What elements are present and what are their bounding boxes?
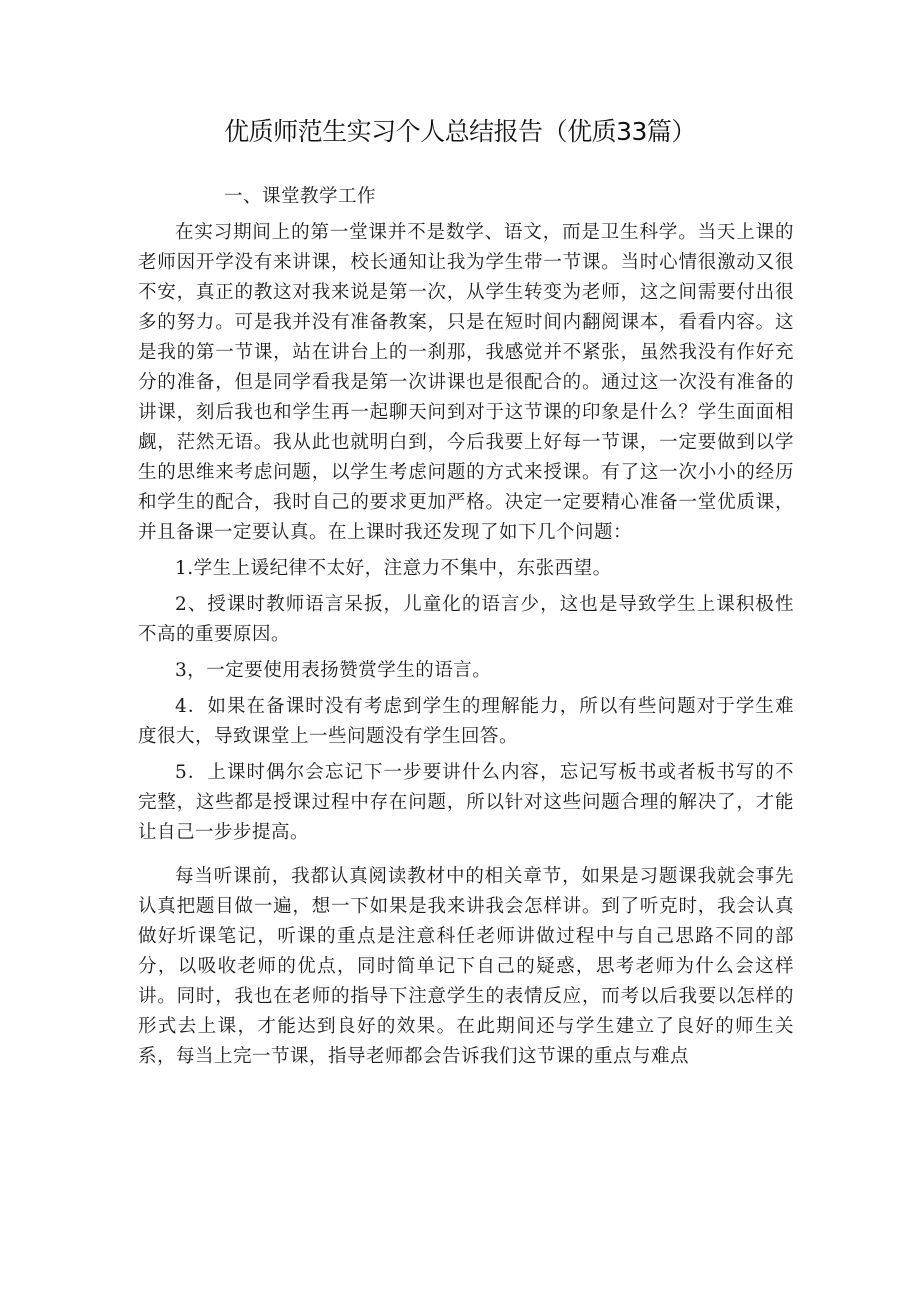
paragraph: 在实习期间上的第一堂课并不是数学、语文，而是卫生科学。当天上课的老师因开学没有来讲课，校长通知让我为学生带一节课。当时心情很激动又很不安，真正的教这对我来说是第一次，从学生转变为老师，这之间需要付出很多的努力。可是我并没有准备教案，只是在短时间内翻阅课本，看看内容。这是我的第一节课，站在讲台上的一刹那，我感觉并不紧张，虽然我没有作好充分的准备，但是同学看我是第一次讲课也是很配合的。通过这一次没有准备的讲课，刻后我也和学生再一起聊天问到对于这节课的印象是什么？学生面面相觑，茫然无语。我从此也就明白到，今后我要上好每一节课，一定要做到以学生的思维来考虑问题，以学生考虑问题的方式来授课。有了这一次小小的经历和学生的配合，我时自己的要求更加严格。决定一定要精心准备一堂优质课，并且备课一定要认真。在上课时我还发现了如下几个问题： [138,222,794,543]
list-item: 3，一定要使用表扬赞赏学生的语言。 [175,660,492,681]
list-item: 1.学生上谖纪律不太好，注意力不集中，东张西望。 [175,558,612,579]
list-item: 2、授课时教师语言呆扳，儿童化的语言少，这也是导致学生上课积极性不高的重要原因。 [138,594,794,645]
section-heading: 一、课堂教学工作 [224,186,377,207]
paragraph: 每当听课前，我都认真阅读教材中的相关章节，如果是习题课我就会事先认真把题目做一遍，想一下如果是我来讲我会怎样讲。到了听克时，我会认真做好圻课笔记，听课的重点是注意科任老师讲做过程中与自己思路不同的部分，以吸收老师的优点，同时简单记下自己的疑惑，思考老师为什么会这样讲。同时，我也在老师的指导下注意学生的表情反应，而考以后我要以怎样的形式去上课，才能达到良好的效果。在此期间还与学生建立了良好的师生关系，每当上完一节课，指导老师都会告诉我们这节课的重点与难点 [138,866,794,1067]
list-item: 5．上课时偶尔会忘记下一步要讲什么内容，忘记写板书或者板书写的不完整，这些都是授课过程中存在问题，所以针对这些问题合理的解决了，才能让自己一步步提高。 [138,762,794,843]
list-item: 4．如果在备课时没有考虑到学生的理解能力，所以有些问题对于学生难度很大，导致课堂上一些问题没有学生回答。 [138,696,794,747]
document-title: 优质师范生实习个人总结报告（优质33篇） [224,117,696,146]
document-body [138,182,794,1072]
